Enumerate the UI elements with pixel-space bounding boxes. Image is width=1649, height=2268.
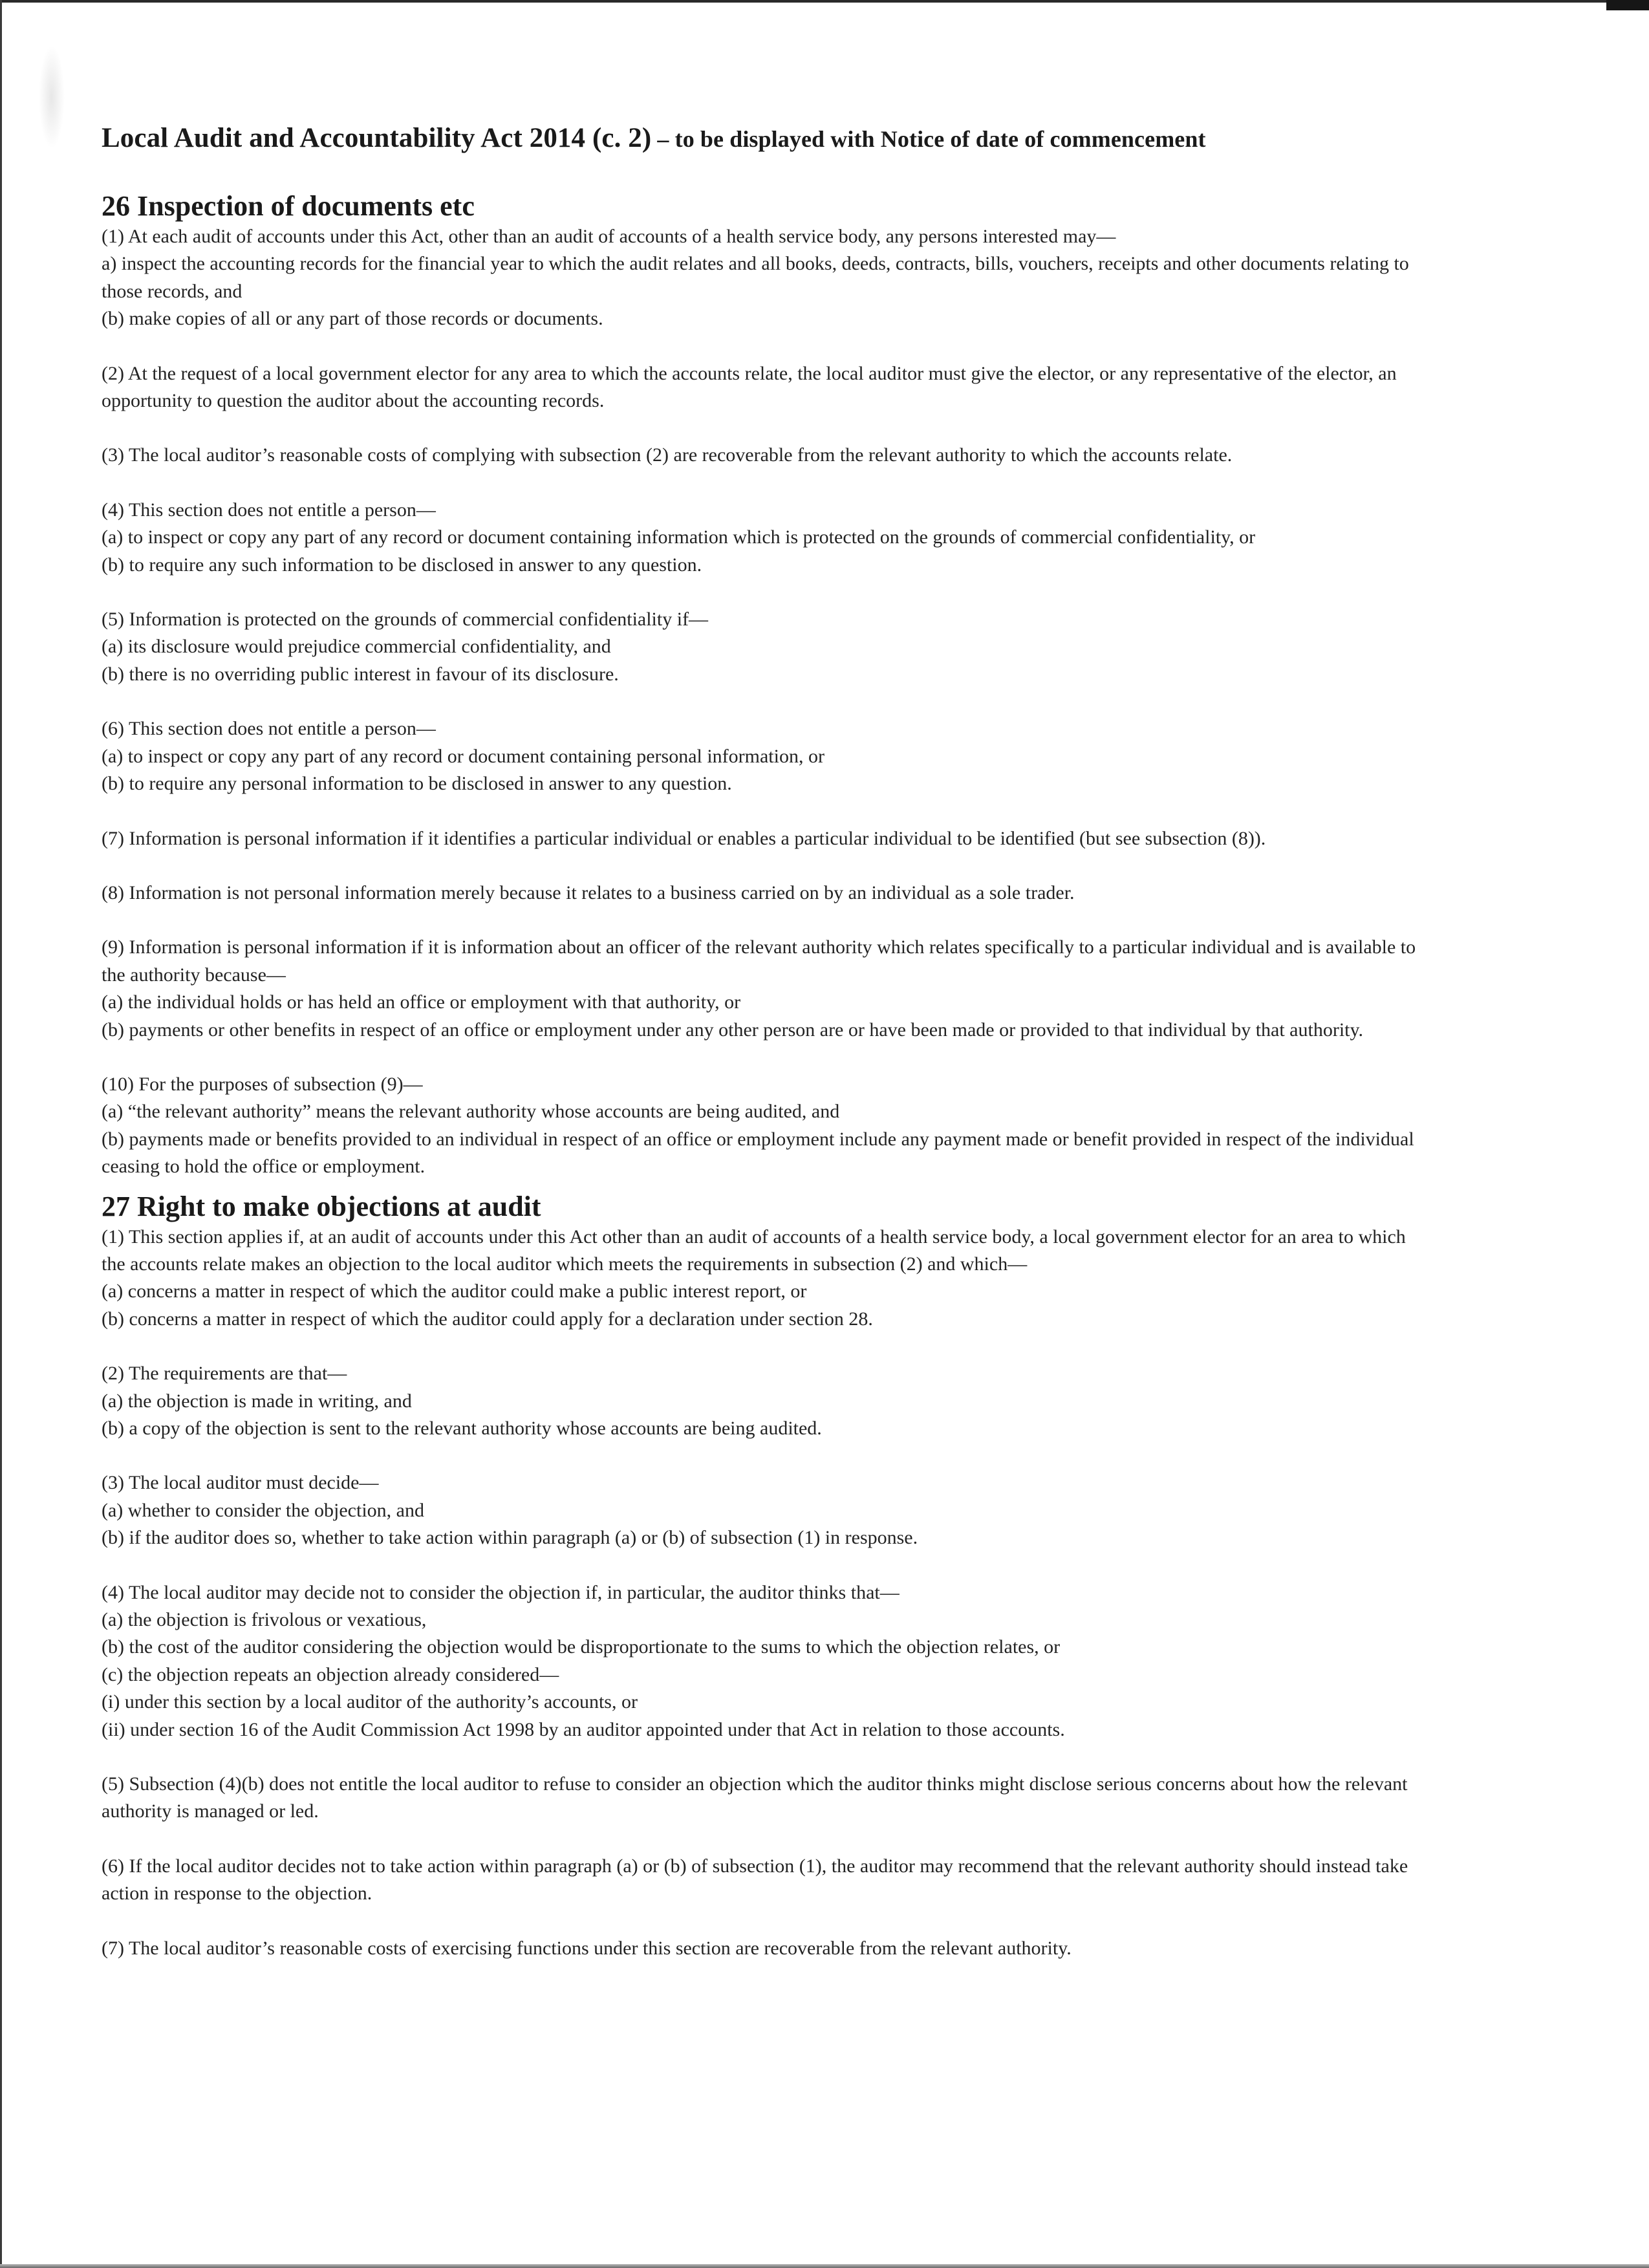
subsection-paragraph <box>102 1071 1421 1181</box>
subsection-item-text: (a) the individual holds or has held an office or employment with that authority, or <box>102 991 741 1013</box>
subsection-item-text: (b) to require any personal information to be disclosed in answer to any question. <box>102 773 732 795</box>
subsection-paragraph <box>102 1771 1421 1826</box>
scan-edge-left <box>0 0 2 2268</box>
section-heading: 26 Inspection of documents etc <box>102 190 475 222</box>
subsection-item-text: (b) a copy of the objection is sent to the relevant authority whose accounts are being audited. <box>102 1418 822 1439</box>
subsection-item-text: (b) payments made or benefits provided to an individual in respect of an office or employment include any payment made or benefit provided in respect of the individual ceasing to hold the office or employment. <box>102 1128 1414 1178</box>
subsection-item-text: (i) under this section by a local auditor of the authority’s accounts, or <box>102 1691 638 1713</box>
subsection-item-text: a) inspect the accounting records for the financial year to which the audit relates and all books, deeds, contracts, bills, vouchers, receipts and other documents relating to those records, and <box>102 253 1409 302</box>
subsection-paragraph <box>102 880 1421 907</box>
subsection-text: (1) This section applies if, at an audit of accounts under this Act other than an audit of accounts of a health service body, a local government elector for an area to which the accounts relate makes an objection to the local auditor which meets the requirements in subsection (2) and which— <box>102 1226 1406 1275</box>
subsection-text: (9) Information is personal information if it is information about an officer of the relevant authority which relates specifically to a particular individual and is available to the authority because— <box>102 936 1416 986</box>
document-title <box>102 120 1421 157</box>
section-heading: 27 Right to make objections at audit <box>102 1190 541 1222</box>
subsection-paragraph <box>102 715 1421 797</box>
subsection-item-text: (b) if the auditor does so, whether to take action within paragraph (a) or (b) of subsection (1) in response. <box>102 1527 918 1549</box>
subsection-text: (7) Information is personal information if it identifies a particular individual or enables a particular individual to be identified (but see subsection (8)). <box>102 827 1266 849</box>
subsection-text: (8) Information is not personal information merely because it relates to a business carried on by an individual as a sole trader. <box>102 881 1075 903</box>
subsection-item-text: (ii) under section 16 of the Audit Commission Act 1998 by an auditor appointed under that Act in relation to those accounts. <box>102 1718 1065 1740</box>
subsection-paragraph <box>102 223 1421 333</box>
subsection-paragraph <box>102 606 1421 688</box>
subsection-item-text: (a) the objection is made in writing, and <box>102 1390 412 1412</box>
subsection-paragraph <box>102 1853 1421 1908</box>
subsection-item-text: (b) make copies of all or any part of those records or documents. <box>102 308 603 330</box>
subsection-item-text: (a) concerns a matter in respect of which the auditor could make a public interest report, or <box>102 1280 807 1302</box>
subsection-paragraph <box>102 825 1421 852</box>
subsection-paragraph <box>102 497 1421 579</box>
subsection-paragraph <box>102 1935 1421 1962</box>
subsection-item-text: (b) concerns a matter in respect of which the auditor could apply for a declaration under section 28. <box>102 1308 873 1330</box>
subsection-text: (1) At each audit of accounts under this Act, other than an audit of accounts of a health service body, any persons interested may— <box>102 226 1116 247</box>
subsection-item-text: (b) there is no overriding public interest in favour of its disclosure. <box>102 663 619 685</box>
scan-edge-bottom <box>0 2264 1649 2268</box>
subsection-text: (2) The requirements are that— <box>102 1363 347 1385</box>
subsection-text: (3) The local auditor’s reasonable costs of complying with subsection (2) are recoverable from the relevant authority to which the accounts relate. <box>102 444 1233 466</box>
subsection-item-text: (a) to inspect or copy any part of any record or document containing personal information, or <box>102 745 824 767</box>
scan-edge-corner-mark <box>1606 0 1649 10</box>
subsection-item-text: (a) to inspect or copy any part of any record or document containing information which is protected on the grounds of commercial confidentiality, or <box>102 526 1256 548</box>
subsection-item-text: (c) the objection repeats an objection already considered— <box>102 1663 559 1685</box>
subsection-paragraph <box>102 442 1421 469</box>
subsection-text: (7) The local auditor’s reasonable costs of exercising functions under this section are recoverable from the relevant authority. <box>102 1937 1072 1959</box>
document-page <box>102 120 1421 1962</box>
subsection-paragraph <box>102 1224 1421 1334</box>
section-26 <box>102 189 1421 1181</box>
subsection-text: (6) If the local auditor decides not to take action within paragraph (a) or (b) of subsection (1), the auditor may recommend that the relevant authority should instead take action in response to the objection. <box>102 1855 1408 1905</box>
scan-edge-top <box>0 0 1649 3</box>
subsection-paragraph <box>102 1579 1421 1744</box>
section-27 <box>102 1190 1421 1963</box>
sections-container <box>102 189 1421 1962</box>
subsection-text: (5) Information is protected on the grounds of commercial confidentiality if— <box>102 609 709 631</box>
subsection-paragraph <box>102 1360 1421 1442</box>
subsection-text: (10) For the purposes of subsection (9)— <box>102 1073 423 1095</box>
subsection-text: (3) The local auditor must decide— <box>102 1472 379 1494</box>
subsection-text: (2) At the request of a local government elector for any area to which the accounts relate, the local auditor must give the elector, or any representative of the elector, an opportunity to question the auditor about the accounting records. <box>102 362 1397 412</box>
subsection-text: (6) This section does not entitle a person— <box>102 718 436 740</box>
subsection-item-text: (a) “the relevant authority” means the relevant authority whose accounts are being audited, and <box>102 1101 840 1123</box>
subsection-paragraph <box>102 360 1421 415</box>
subsection-text: (4) The local auditor may decide not to consider the objection if, in particular, the auditor thinks that— <box>102 1581 900 1603</box>
subsection-item-text: (b) to require any such information to be disclosed in answer to any question. <box>102 554 702 576</box>
scan-smudge <box>39 45 65 149</box>
subsection-text: (5) Subsection (4)(b) does not entitle the local auditor to refuse to consider an objection which the auditor thinks might disclose serious concerns about how the relevant authority is managed or led. <box>102 1773 1408 1822</box>
subsection-paragraph <box>102 934 1421 1044</box>
subsection-item-text: (a) whether to consider the objection, and <box>102 1499 424 1521</box>
subsection-item-text: (a) the objection is frivolous or vexatious, <box>102 1609 427 1631</box>
document-title-subtitle: to be displayed with Notice of date of commencement <box>674 126 1206 152</box>
subsection-paragraph <box>102 1469 1421 1551</box>
document-title-dash: – <box>651 126 675 152</box>
document-title-main: Local Audit and Accountability Act 2014 (c. 2) <box>102 123 652 153</box>
subsection-item-text: (b) the cost of the auditor considering the objection would be disproportionate to the sums to which the objection relates, or <box>102 1636 1061 1658</box>
subsection-item-text: (b) payments or other benefits in respect of an office or employment under any other person are or have been made or provided to that individual by that authority. <box>102 1019 1364 1041</box>
subsection-item-text: (a) its disclosure would prejudice commercial confidentiality, and <box>102 636 611 658</box>
subsection-text: (4) This section does not entitle a person— <box>102 499 436 521</box>
